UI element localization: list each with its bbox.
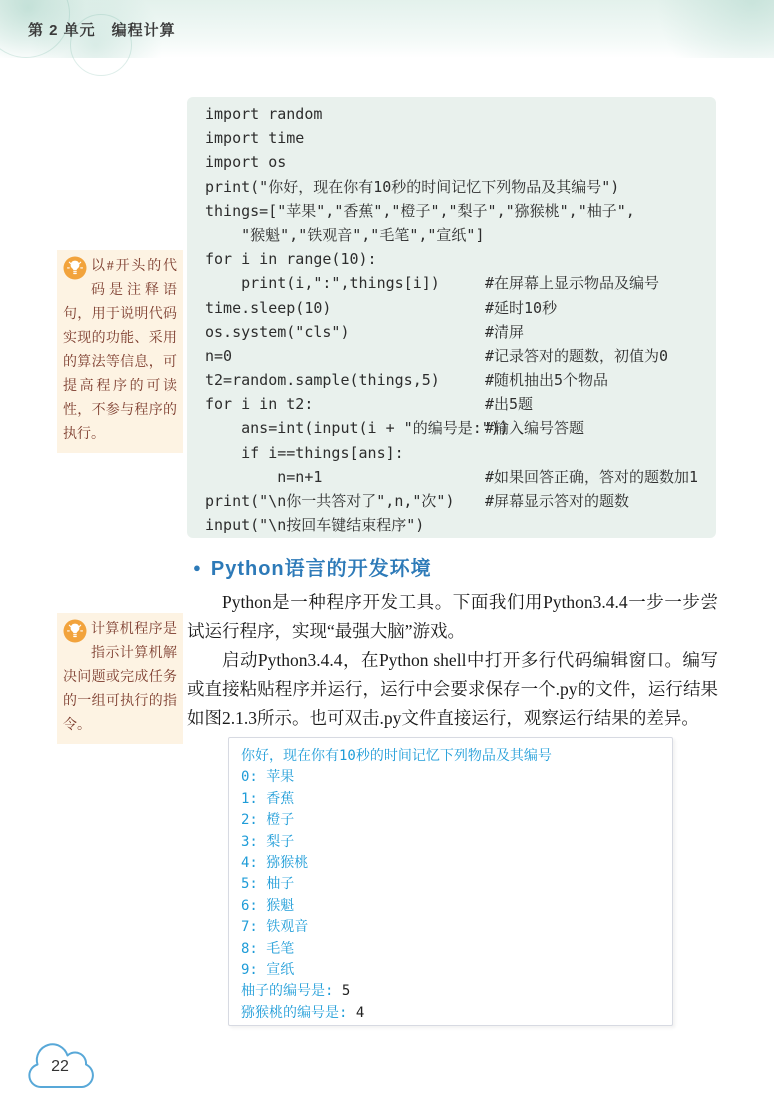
user-input-value: 5 <box>341 983 351 1000</box>
paragraph: Python是一种程序开发工具。下面我们用Python3.4.4一步一步尝试运行程序，实现“最强大脑”游戏。 <box>187 592 718 641</box>
code-text: import random <box>205 105 323 123</box>
code-line <box>187 465 716 489</box>
code-text: print("你好，现在你有10秒的时间记忆下列物品及其编号") <box>205 177 620 196</box>
output-text: 0: 苹果 <box>241 769 295 786</box>
code-line <box>187 247 716 271</box>
page-header <box>0 0 774 58</box>
code-line <box>187 416 716 440</box>
code-text: n=n+1 <box>205 467 323 486</box>
output-line <box>241 960 660 981</box>
section-heading <box>193 552 432 581</box>
output-text: 你好，现在你有10秒的时间记忆下列物品及其编号 <box>241 748 552 764</box>
code-comment: #出5题 <box>485 395 534 414</box>
code-block <box>187 97 716 538</box>
code-text: for i in range(10): <box>205 250 377 269</box>
code-line <box>187 271 716 295</box>
code-text: for i in t2: <box>205 395 314 414</box>
note-text: 以#开头的代码是注释语句，用于说明代码实现的功能、采用的算法等信息，可提高程序的可读性，不参与程序的执行。 <box>63 259 177 442</box>
output-line <box>241 917 660 938</box>
code-text: print("\n你一共答对了",n,"次") <box>205 492 455 510</box>
code-comment: #随机抽出5个物品 <box>485 371 609 390</box>
lightbulb-icon <box>63 256 87 280</box>
note-program-definition <box>57 613 183 744</box>
output-line <box>241 1003 660 1024</box>
output-line <box>241 939 660 960</box>
code-text: print(i,":",things[i]) <box>205 274 440 293</box>
output-text: 9: 宣纸 <box>241 962 295 979</box>
code-line <box>187 489 716 513</box>
code-line <box>187 150 716 174</box>
output-line <box>241 981 660 1002</box>
bullet-icon: ● <box>193 560 202 575</box>
code-text: t2=random.sample(things,5) <box>205 371 440 390</box>
code-line <box>187 513 716 537</box>
code-text: os.system("cls") <box>205 322 350 341</box>
code-text: if i==things[ans]: <box>205 443 404 462</box>
output-line <box>241 789 660 810</box>
user-input-value: 4 <box>355 1004 365 1021</box>
output-text: 3: 梨子 <box>241 833 295 850</box>
code-text: things=["苹果","香蕉","橙子","梨子","猕猴桃","柚子", <box>205 201 635 220</box>
note-comment-syntax <box>57 250 183 453</box>
note-text: 计算机程序是指示计算机解决问题或完成任务的一组可执行的指令。 <box>63 622 177 733</box>
code-comment: #清屏 <box>485 322 525 341</box>
code-line <box>187 392 716 416</box>
code-comment: #延时10秒 <box>485 298 558 317</box>
code-comment: #屏幕显示答对的题数 <box>485 492 630 510</box>
code-comment: #如果回答正确，答对的题数加1 <box>485 467 699 486</box>
code-comment: #输入编号答题 <box>485 419 585 438</box>
code-line <box>187 441 716 465</box>
output-text: 6: 猴魁 <box>241 897 295 914</box>
code-line <box>187 175 716 199</box>
code-line <box>187 320 716 344</box>
output-line <box>241 767 660 788</box>
page-number: 22 <box>51 1058 69 1075</box>
output-text: 猕猴桃的编号是: <box>241 1004 356 1021</box>
code-text: import time <box>205 129 305 148</box>
code-block-lines <box>187 102 716 537</box>
code-comment: #在屏幕上显示物品及编号 <box>485 274 660 293</box>
output-lines <box>241 746 660 1024</box>
section-heading-label: Python语言的开发环境 <box>210 558 432 580</box>
unit-title: 第 2 单元 编程计算 <box>28 22 176 39</box>
output-line <box>241 853 660 874</box>
code-line <box>187 199 716 223</box>
body-text <box>187 588 718 733</box>
code-text: n=0 <box>205 346 233 365</box>
code-line <box>187 344 716 368</box>
code-text: "猴魁","铁观音","毛笔","宣纸"] <box>205 225 485 244</box>
output-line <box>241 874 660 895</box>
output-text: 5: 柚子 <box>241 876 295 893</box>
lightbulb-icon <box>63 619 87 643</box>
paragraph: 启动Python3.4.4，在Python shell中打开多行代码编辑窗口。编写或直接粘贴程序并运行，运行中会要求保存一个.py的文件，运行结果如图2.1.3所示。也可双击.py文件直接运行，观察运行结果的差异。 <box>187 650 718 728</box>
code-line <box>187 296 716 320</box>
code-line <box>187 223 716 247</box>
code-text: import os <box>205 153 287 172</box>
code-text: time.sleep(10) <box>205 298 332 317</box>
code-text: ans=int(input(i + "的编号是:")) <box>205 419 509 438</box>
code-line <box>187 368 716 392</box>
output-text: 2: 橙子 <box>241 812 295 829</box>
output-line <box>241 896 660 917</box>
code-line <box>187 102 716 126</box>
output-text: 8: 毛笔 <box>241 940 295 957</box>
output-text: 4: 猕猴桃 <box>241 855 309 872</box>
output-line <box>241 832 660 853</box>
code-comment: #记录答对的题数，初值为0 <box>485 346 669 365</box>
code-line <box>187 126 716 150</box>
output-line <box>241 810 660 831</box>
code-text: input("\n按回车键结束程序") <box>205 516 425 535</box>
output-text: 1: 香蕉 <box>241 790 295 807</box>
program-output-box <box>228 737 673 1026</box>
output-line <box>241 746 660 767</box>
output-text: 7: 铁观音 <box>241 919 309 936</box>
page-number-cloud <box>18 1038 102 1098</box>
output-text: 柚子的编号是: <box>241 983 342 1000</box>
